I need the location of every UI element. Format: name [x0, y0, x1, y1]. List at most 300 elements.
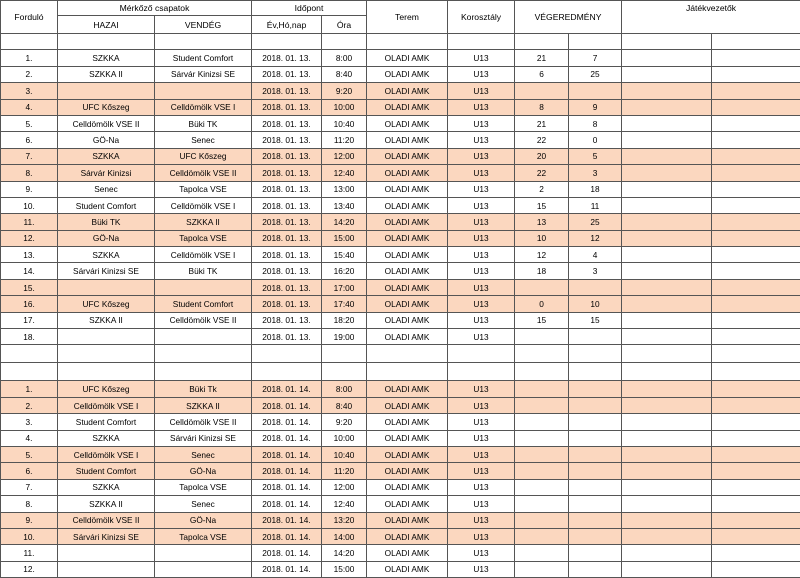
referee-1 — [622, 181, 712, 197]
empty-cell — [515, 363, 569, 381]
age-group: U13 — [448, 381, 515, 397]
away-team — [155, 329, 252, 345]
match-row — [1, 430, 800, 446]
match-hall: OLADI AMK — [367, 83, 448, 99]
away-team: Celldömölk VSE I — [155, 99, 252, 115]
match-time: 8:40 — [322, 66, 367, 82]
round-number: 5. — [1, 446, 58, 462]
home-team: Student Comfort — [58, 463, 155, 479]
header-korosztaly: Korosztály — [448, 1, 515, 34]
match-date: 2018. 01. 13. — [252, 66, 322, 82]
match-date: 2018. 01. 14. — [252, 479, 322, 495]
away-team: Tapolca VSE — [155, 181, 252, 197]
score-home: 15 — [515, 312, 569, 328]
match-time: 14:20 — [322, 214, 367, 230]
away-team — [155, 83, 252, 99]
score-home: 21 — [515, 115, 569, 131]
match-time: 8:00 — [322, 50, 367, 66]
match-time: 12:00 — [322, 148, 367, 164]
away-team: Sárvár Kinizsi SE — [155, 66, 252, 82]
header-fordulo: Forduló — [1, 1, 58, 34]
score-home — [515, 414, 569, 430]
referee-1 — [622, 312, 712, 328]
match-row — [1, 50, 800, 66]
round-number: 18. — [1, 329, 58, 345]
match-hall: OLADI AMK — [367, 545, 448, 561]
score-away: 15 — [569, 312, 622, 328]
match-time: 18:20 — [322, 312, 367, 328]
home-team — [58, 279, 155, 295]
match-time: 10:00 — [322, 99, 367, 115]
match-row — [1, 512, 800, 528]
empty-cell — [1, 345, 58, 363]
match-hall: OLADI AMK — [367, 446, 448, 462]
match-time: 9:20 — [322, 414, 367, 430]
empty-cell — [622, 34, 712, 50]
referee-1 — [622, 463, 712, 479]
empty-cell — [712, 363, 800, 381]
round-number: 8. — [1, 496, 58, 512]
match-date: 2018. 01. 13. — [252, 83, 322, 99]
home-team: SZKKA — [58, 148, 155, 164]
round-number: 6. — [1, 132, 58, 148]
age-group: U13 — [448, 545, 515, 561]
score-home: 13 — [515, 214, 569, 230]
home-team: SZKKA — [58, 430, 155, 446]
match-hall: OLADI AMK — [367, 397, 448, 413]
match-hall: OLADI AMK — [367, 197, 448, 213]
match-date: 2018. 01. 13. — [252, 247, 322, 263]
score-away: 4 — [569, 247, 622, 263]
match-date: 2018. 01. 14. — [252, 446, 322, 462]
round-number: 17. — [1, 312, 58, 328]
header-merkozo: Mérkőző csapatok — [58, 1, 252, 16]
referee-1 — [622, 414, 712, 430]
referee-1 — [622, 296, 712, 312]
referee-2 — [712, 66, 800, 82]
match-hall: OLADI AMK — [367, 230, 448, 246]
away-team: Büki TK — [155, 263, 252, 279]
age-group: U13 — [448, 430, 515, 446]
referee-1 — [622, 50, 712, 66]
score-home — [515, 496, 569, 512]
empty-cell — [155, 363, 252, 381]
home-team: SZKKA II — [58, 312, 155, 328]
score-home: 22 — [515, 132, 569, 148]
score-home — [515, 329, 569, 345]
referee-2 — [712, 397, 800, 413]
round-number: 9. — [1, 512, 58, 528]
match-time: 10:00 — [322, 430, 367, 446]
away-team: Büki TK — [155, 115, 252, 131]
empty-cell — [515, 34, 569, 50]
score-home: 8 — [515, 99, 569, 115]
match-date: 2018. 01. 13. — [252, 148, 322, 164]
match-hall: OLADI AMK — [367, 329, 448, 345]
empty-cell — [252, 363, 322, 381]
home-team — [58, 561, 155, 577]
empty-cell — [515, 345, 569, 363]
away-team: UFC Kőszeg — [155, 148, 252, 164]
away-team: Büki Tk — [155, 381, 252, 397]
match-date: 2018. 01. 13. — [252, 115, 322, 131]
referee-2 — [712, 115, 800, 131]
match-date: 2018. 01. 13. — [252, 99, 322, 115]
empty-cell — [58, 345, 155, 363]
score-away — [569, 496, 622, 512]
round-number: 15. — [1, 279, 58, 295]
match-hall: OLADI AMK — [367, 512, 448, 528]
match-date: 2018. 01. 13. — [252, 312, 322, 328]
score-away: 3 — [569, 165, 622, 181]
spacer-row — [1, 345, 800, 363]
match-date: 2018. 01. 13. — [252, 263, 322, 279]
age-group: U13 — [448, 115, 515, 131]
referee-2 — [712, 197, 800, 213]
match-date: 2018. 01. 13. — [252, 329, 322, 345]
match-row — [1, 414, 800, 430]
match-date: 2018. 01. 14. — [252, 397, 322, 413]
age-group: U13 — [448, 279, 515, 295]
age-group: U13 — [448, 66, 515, 82]
home-team: GÖ-Na — [58, 132, 155, 148]
match-row — [1, 263, 800, 279]
age-group: U13 — [448, 263, 515, 279]
referee-2 — [712, 181, 800, 197]
score-home: 18 — [515, 263, 569, 279]
match-hall: OLADI AMK — [367, 263, 448, 279]
match-time: 17:00 — [322, 279, 367, 295]
referee-1 — [622, 397, 712, 413]
match-hall: OLADI AMK — [367, 279, 448, 295]
score-away — [569, 381, 622, 397]
match-hall: OLADI AMK — [367, 214, 448, 230]
round-number: 10. — [1, 528, 58, 544]
score-away: 8 — [569, 115, 622, 131]
round-number: 11. — [1, 214, 58, 230]
empty-cell — [155, 34, 252, 50]
home-team: Student Comfort — [58, 197, 155, 213]
match-hall: OLADI AMK — [367, 528, 448, 544]
referee-2 — [712, 329, 800, 345]
age-group: U13 — [448, 528, 515, 544]
referee-2 — [712, 148, 800, 164]
away-team — [155, 545, 252, 561]
age-group: U13 — [448, 397, 515, 413]
round-number: 7. — [1, 148, 58, 164]
header-jatekvezetok: Játékvezetők — [622, 1, 800, 34]
referee-1 — [622, 99, 712, 115]
referee-1 — [622, 214, 712, 230]
age-group: U13 — [448, 165, 515, 181]
match-row — [1, 312, 800, 328]
round-number: 3. — [1, 83, 58, 99]
match-row — [1, 66, 800, 82]
score-away — [569, 83, 622, 99]
round-number: 1. — [1, 50, 58, 66]
age-group: U13 — [448, 197, 515, 213]
score-away: 0 — [569, 132, 622, 148]
age-group: U13 — [448, 561, 515, 577]
match-row — [1, 561, 800, 577]
referee-2 — [712, 279, 800, 295]
away-team: Senec — [155, 496, 252, 512]
away-team: Senec — [155, 446, 252, 462]
match-time: 9:20 — [322, 83, 367, 99]
match-hall: OLADI AMK — [367, 414, 448, 430]
score-home: 15 — [515, 197, 569, 213]
match-row — [1, 99, 800, 115]
match-row — [1, 479, 800, 495]
match-row — [1, 496, 800, 512]
match-row — [1, 446, 800, 462]
match-time: 15:00 — [322, 230, 367, 246]
age-group: U13 — [448, 50, 515, 66]
age-group: U13 — [448, 414, 515, 430]
age-group: U13 — [448, 99, 515, 115]
match-time: 11:20 — [322, 463, 367, 479]
home-team: SZKKA II — [58, 496, 155, 512]
referee-1 — [622, 197, 712, 213]
home-team: SZKKA — [58, 479, 155, 495]
match-time: 13:00 — [322, 181, 367, 197]
score-home: 2 — [515, 181, 569, 197]
score-away: 11 — [569, 197, 622, 213]
home-team: Sárvári Kinizsi SE — [58, 528, 155, 544]
referee-2 — [712, 263, 800, 279]
match-date: 2018. 01. 14. — [252, 496, 322, 512]
match-time: 13:40 — [322, 197, 367, 213]
age-group: U13 — [448, 446, 515, 462]
round-number: 4. — [1, 99, 58, 115]
match-hall: OLADI AMK — [367, 479, 448, 495]
match-hall: OLADI AMK — [367, 430, 448, 446]
score-home — [515, 83, 569, 99]
match-row — [1, 329, 800, 345]
match-hall: OLADI AMK — [367, 463, 448, 479]
match-row — [1, 115, 800, 131]
home-team: SZKKA — [58, 247, 155, 263]
score-away — [569, 561, 622, 577]
referee-1 — [622, 496, 712, 512]
home-team — [58, 545, 155, 561]
away-team: GÖ-Na — [155, 463, 252, 479]
match-date: 2018. 01. 14. — [252, 545, 322, 561]
score-away — [569, 446, 622, 462]
referee-1 — [622, 479, 712, 495]
match-row — [1, 132, 800, 148]
referee-1 — [622, 430, 712, 446]
match-hall: OLADI AMK — [367, 561, 448, 577]
match-time: 12:00 — [322, 479, 367, 495]
score-home — [515, 446, 569, 462]
score-away: 12 — [569, 230, 622, 246]
away-team: Celldömölk VSE I — [155, 247, 252, 263]
round-number: 10. — [1, 197, 58, 213]
match-time: 12:40 — [322, 165, 367, 181]
empty-cell — [322, 345, 367, 363]
match-row — [1, 197, 800, 213]
match-time: 8:00 — [322, 381, 367, 397]
referee-2 — [712, 165, 800, 181]
empty-cell — [712, 345, 800, 363]
referee-2 — [712, 479, 800, 495]
empty-cell — [448, 345, 515, 363]
round-number: 13. — [1, 247, 58, 263]
match-time: 11:20 — [322, 132, 367, 148]
match-date: 2018. 01. 14. — [252, 528, 322, 544]
match-date: 2018. 01. 13. — [252, 165, 322, 181]
empty-cell — [569, 34, 622, 50]
referee-1 — [622, 512, 712, 528]
away-team: Celldömölk VSE I — [155, 197, 252, 213]
away-team: Celldömölk VSE II — [155, 312, 252, 328]
round-number: 1. — [1, 381, 58, 397]
empty-cell — [622, 363, 712, 381]
away-team: Celldömölk VSE II — [155, 165, 252, 181]
header-hazai: HAZAI — [58, 16, 155, 34]
score-home: 12 — [515, 247, 569, 263]
match-hall: OLADI AMK — [367, 148, 448, 164]
home-team: Sárvár Kinizsi — [58, 165, 155, 181]
home-team: Celldömölk VSE II — [58, 512, 155, 528]
away-team: GÖ-Na — [155, 512, 252, 528]
score-home — [515, 561, 569, 577]
away-team — [155, 561, 252, 577]
score-away: 25 — [569, 66, 622, 82]
match-date: 2018. 01. 13. — [252, 296, 322, 312]
match-row — [1, 214, 800, 230]
header-idopont: Időpont — [252, 1, 367, 16]
score-away — [569, 414, 622, 430]
match-date: 2018. 01. 14. — [252, 561, 322, 577]
score-away — [569, 545, 622, 561]
header-vegeredmeny: VÉGEREDMÉNY — [515, 1, 622, 34]
score-home: 21 — [515, 50, 569, 66]
referee-1 — [622, 115, 712, 131]
empty-cell — [322, 34, 367, 50]
score-away: 7 — [569, 50, 622, 66]
match-row — [1, 545, 800, 561]
score-away: 3 — [569, 263, 622, 279]
match-row — [1, 83, 800, 99]
score-away — [569, 528, 622, 544]
home-team: Celldömölk VSE II — [58, 115, 155, 131]
referee-2 — [712, 214, 800, 230]
referee-2 — [712, 247, 800, 263]
match-date: 2018. 01. 13. — [252, 132, 322, 148]
match-date: 2018. 01. 14. — [252, 463, 322, 479]
score-home: 20 — [515, 148, 569, 164]
round-number: 7. — [1, 479, 58, 495]
age-group: U13 — [448, 230, 515, 246]
home-team: Büki TK — [58, 214, 155, 230]
home-team: UFC Kőszeg — [58, 296, 155, 312]
score-away — [569, 329, 622, 345]
score-away — [569, 463, 622, 479]
empty-cell — [1, 34, 58, 50]
home-team: Senec — [58, 181, 155, 197]
round-number: 11. — [1, 545, 58, 561]
round-number: 6. — [1, 463, 58, 479]
referee-2 — [712, 463, 800, 479]
away-team: SZKKA II — [155, 214, 252, 230]
round-number: 12. — [1, 230, 58, 246]
match-hall: OLADI AMK — [367, 50, 448, 66]
spacer-row — [1, 34, 800, 50]
empty-cell — [367, 363, 448, 381]
match-time: 15:40 — [322, 247, 367, 263]
referee-1 — [622, 247, 712, 263]
empty-cell — [58, 34, 155, 50]
score-away: 25 — [569, 214, 622, 230]
match-time: 15:00 — [322, 561, 367, 577]
score-away — [569, 512, 622, 528]
match-row — [1, 528, 800, 544]
empty-cell — [58, 363, 155, 381]
score-away — [569, 397, 622, 413]
empty-cell — [622, 345, 712, 363]
score-away — [569, 430, 622, 446]
home-team: Celldömölk VSE I — [58, 397, 155, 413]
round-number: 16. — [1, 296, 58, 312]
referee-2 — [712, 312, 800, 328]
match-row — [1, 463, 800, 479]
away-team: Tapolca VSE — [155, 528, 252, 544]
referee-1 — [622, 329, 712, 345]
referee-1 — [622, 83, 712, 99]
match-time: 12:40 — [322, 496, 367, 512]
age-group: U13 — [448, 512, 515, 528]
match-date: 2018. 01. 13. — [252, 181, 322, 197]
match-row — [1, 181, 800, 197]
match-hall: OLADI AMK — [367, 181, 448, 197]
empty-cell — [569, 345, 622, 363]
referee-2 — [712, 83, 800, 99]
match-hall: OLADI AMK — [367, 296, 448, 312]
referee-2 — [712, 381, 800, 397]
match-time: 8:40 — [322, 397, 367, 413]
match-date: 2018. 01. 13. — [252, 50, 322, 66]
match-row — [1, 397, 800, 413]
match-hall: OLADI AMK — [367, 312, 448, 328]
round-number: 12. — [1, 561, 58, 577]
match-hall: OLADI AMK — [367, 247, 448, 263]
score-away: 5 — [569, 148, 622, 164]
score-home: 0 — [515, 296, 569, 312]
referee-2 — [712, 496, 800, 512]
empty-cell — [155, 345, 252, 363]
empty-cell — [252, 34, 322, 50]
referee-1 — [622, 148, 712, 164]
match-time: 10:40 — [322, 446, 367, 462]
home-team: Sárvári Kinizsi SE — [58, 263, 155, 279]
round-number: 4. — [1, 430, 58, 446]
match-date: 2018. 01. 13. — [252, 197, 322, 213]
referee-2 — [712, 561, 800, 577]
empty-cell — [252, 345, 322, 363]
empty-cell — [448, 34, 515, 50]
referee-2 — [712, 528, 800, 544]
referee-2 — [712, 132, 800, 148]
home-team: SZKKA II — [58, 66, 155, 82]
match-time: 19:00 — [322, 329, 367, 345]
referee-1 — [622, 263, 712, 279]
round-number: 5. — [1, 115, 58, 131]
score-home: 22 — [515, 165, 569, 181]
score-home — [515, 512, 569, 528]
referee-2 — [712, 446, 800, 462]
